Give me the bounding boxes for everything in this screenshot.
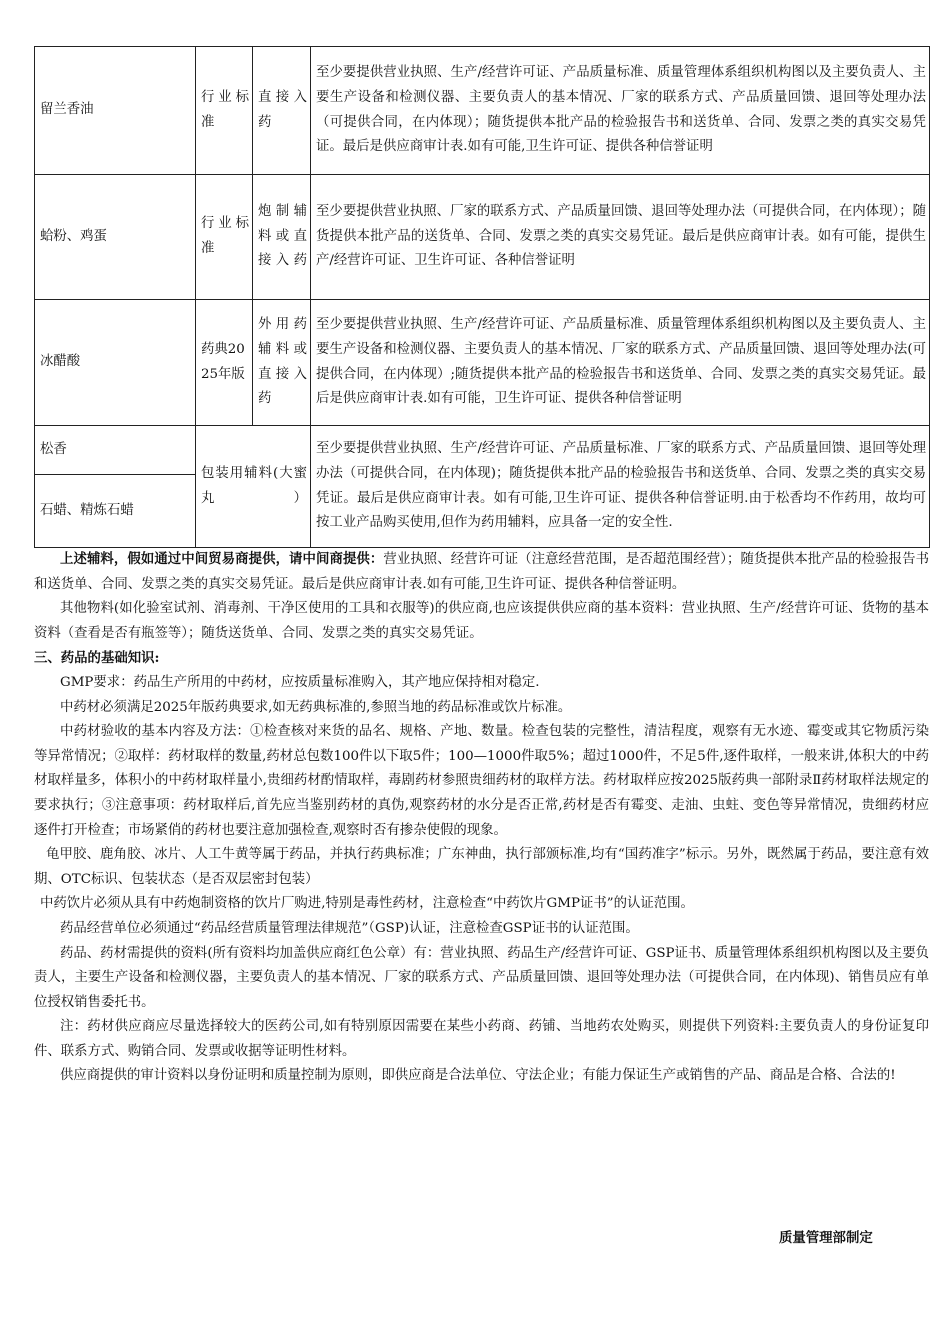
table-row [35,426,930,475]
paragraph: 龟甲胶、鹿角胶、冰片、人工牛黄等属于药品，并执行药典标准；广东神曲，执行部颁标准,均有“国药准字”标示。另外，既然属于药品，要注意有效期、OTC标识、包装状态（是否双层密封包装） [34,847,929,887]
supplier-requirement: 至少要提供营业执照、生产/经营许可证、产品质量标准、质量管理体系组织机构图以及主要负责人、主要生产设备和检测仪器、主要负责人的基本情况、厂家的联系方式、产品质量回馈、退回等处理办法（可提供合同，在内体现）；随货提供本批产品的检验报告书和送货单、合同、发票之类的真实交易凭证。最后是供应商审计表.如有可能,卫生许可证、提供各种信誉证明 [311,47,930,175]
body-text [34,547,929,1089]
material-name: 留兰香油 [35,47,196,175]
material-name: 石蜡、精炼石蜡 [35,475,196,548]
supplier-requirement: 至少要提供营业执照、厂家的联系方式、产品质量回馈、退回等处理办法（可提供合同，在内体现）；随货提供本批产品的送货单、合同、发票之类的真实交易凭证。最后是供应商审计表。如有可能，提供生产/经营许可证、卫生许可证、各种信誉证明 [311,175,930,300]
signature: 质量管理部制定 [779,1230,873,1246]
paragraph: 中药饮片必须从具有中药炮制资格的饮片厂购进,特别是毒性药材，注意检查“中药饮片GMP证书”的认证范围。 [40,896,694,912]
paragraph: 药品、药材需提供的资料(所有资料均加盖供应商红色公章）有：营业执照、药品生产/经营许可证、GSP证书、质量管理体系组织机构图以及主要负责人，主要生产设备和检测仪器，主要负责人的基本情况、厂家的联系方式、产品质量回馈、退回等处理办法（可提供合同，在内体现)、销售员应有单位授权销售委托书。 [34,945,929,1010]
material-name: 松香 [35,426,196,475]
document-page [34,46,929,1089]
paragraph: 注：药材供应商应尽量选择较大的医药公司,如有特别原因需要在某些小药商、药铺、当地药农处购买，则提供下列资料:主要负责人的身份证复印件、联系方式、购销合同、发票或收据等证明性材料。 [34,1019,929,1059]
usage-type: 直接入药 [253,47,311,175]
standard-usage-merged: 包装用辅料(大蜜丸） [196,426,311,548]
supplier-requirement: 至少要提供营业执照、生产/经营许可证、产品质量标准、厂家的联系方式、产品质量回馈、退回等处理办法（可提供合同，在内体现)；随货提供本批产品的检验报告书和送货单、合同、发票之类的真实交易凭证。最后是供应商审计表。如有可能,卫生许可证、提供各种信誉证明.由于松香均不作药用，故均可按工业产品购买使用,但作为药用辅料，应具备一定的安全性. [311,426,930,548]
paragraph: 中药材必须满足2025年版药典要求,如无药典标准的,参照当地的药品标准或饮片标准。 [60,699,572,715]
supplier-requirements-table [34,46,930,548]
table-row [35,300,930,426]
quality-standard: 行业标准 [196,47,253,175]
material-name: 蛤粉、鸡蛋 [35,175,196,300]
paragraph: GMP要求：药品生产所用的中药材，应按质量标准购入，其产地应保持相对稳定. [60,674,540,690]
paragraph: 供应商提供的审计资料以身份证明和质量控制为原则，即供应商是合法单位、守法企业；有能力保证生产或销售的产品、商品是合格、合法的! [60,1068,896,1084]
paragraph-text: 营业执照、经营许可证（注意经营范围，是否超范围经营）；随货提供本批产品的检验报告书和送货单、合同、发票之类的真实交易凭证。最后是供应商审计表.如有可能,卫生许可证、提供各种信誉证明。 [34,552,930,592]
usage-type: 炮制辅料或直接入药 [253,175,311,300]
paragraph-lead: 上述辅料，假如通过中间贸易商提供，请中间商提供： [60,551,384,567]
usage-type: 外用药辅料或直接入药 [253,300,311,426]
paragraph: 药品经营单位必须通过“药品经营质量管理法律规范”（GSP)认证，注意检查GSP证书的认证范围。 [60,920,639,936]
supplier-requirement: 至少要提供营业执照、生产/经营许可证、产品质量标准、质量管理体系组织机构图以及主要负责人、主要生产设备和检测仪器、主要负责人的基本情况、厂家的联系方式、产品质量回馈、退回等处理办法(可提供合同，在内体现）;随货提供本批产品的检验报告书和送货单、合同、发票之类的真实交易凭证。最后是供应商审计表.如有可能，卫生许可证、提供各种信誉证明 [311,300,930,426]
paragraph: 中药材验收的基本内容及方法：①检查核对来货的品名、规格、产地、数量。检查包装的完整性，清洁程度，观察有无水迹、霉变或其它物质污染等异常情况；②取样：药材取样的数量,药材总包数100件以下取5件；100—1000件取5%；超过1000件，不足5件,逐件取样，一般来讲,体积大的中药材取样量多，体积小的中药材取样量小,贵细药材酌情取样，毒剧药材参照贵细药材的取样方法。药材取样应按2025版药典一部附录Ⅱ药材取样法规定的要求执行；③注意事项：药材取样后,首先应当鉴别药材的真伪,观察药材的水分是否正常,药材是否有霉变、走油、虫蛀、变色等异常情况，贵细药材应逐件打开检查；市场紧俏的药材也要注意加强检查,观察时否有掺杂使假的现象。 [34,724,929,838]
quality-standard: 药典2025年版 [196,300,253,426]
paragraph: 其他物料(如化验室试剂、消毒剂、干净区使用的工具和衣服等)的供应商,也应该提供供应商的基本资料：营业执照、生产/经营许可证、货物的基本资料（查看是否有瓶签等）；随货送货单、合同、发票之类的真实交易凭证。 [34,601,929,641]
section-heading: 三、药品的基础知识: [34,650,160,667]
table-row [35,175,930,300]
quality-standard: 行业标准 [196,175,253,300]
table-row [35,47,930,175]
material-name: 冰醋酸 [35,300,196,426]
paragraph [34,547,929,597]
